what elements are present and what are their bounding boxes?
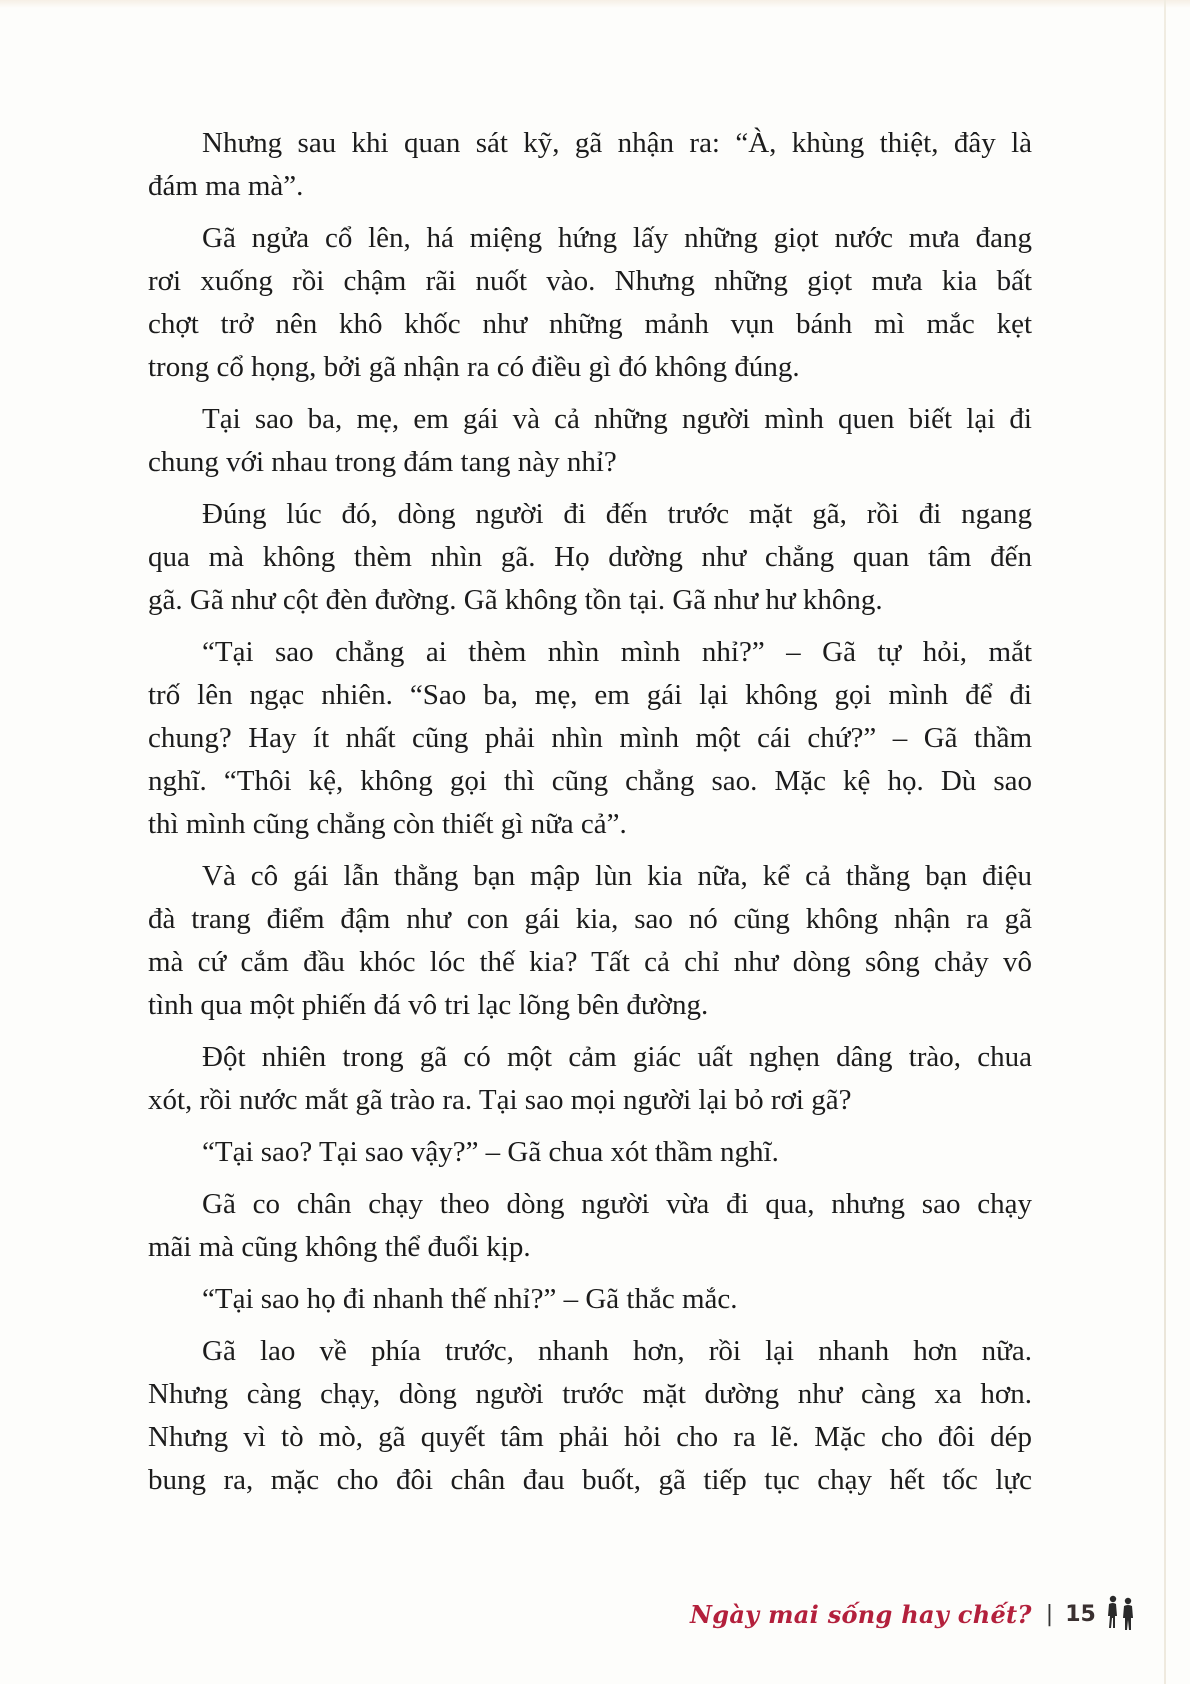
text-line: tình qua một phiến đá vô tri lạc lõng bên đường. <box>148 989 709 1021</box>
text-line: Gã ngửa cổ lên, há miệng hứng lấy những giọt nước mưa đang <box>202 222 1032 254</box>
page-footer <box>690 1594 1096 1634</box>
paragraph <box>148 217 1032 389</box>
paragraph <box>148 631 1032 846</box>
page-top-tint <box>0 0 1190 8</box>
text-line: Gã co chân chạy theo dòng người vừa đi qua, nhưng sao chạy <box>202 1188 1032 1220</box>
page-edge <box>1164 0 1166 1684</box>
text-line: đà trang điểm đậm như con gái kia, sao nó cũng không nhận ra gã <box>148 903 1032 935</box>
paragraph <box>148 1131 1032 1174</box>
text-line: Nhưng sau khi quan sát kỹ, gã nhận ra: “À, khùng thiệt, đây là <box>202 127 1032 159</box>
text-line: chung với nhau trong đám tang này nhỉ? <box>148 446 617 478</box>
paragraph <box>148 1278 1032 1321</box>
text-line: Đột nhiên trong gã có một cảm giác uất nghẹn dâng trào, chua <box>202 1041 1032 1073</box>
paragraph <box>148 398 1032 484</box>
text-line: Đúng lúc đó, dòng người đi đến trước mặt gã, rồi đi ngang <box>202 498 1032 530</box>
text-line: xót, rồi nước mắt gã trào ra. Tại sao mọi người lại bỏ rơi gã? <box>148 1084 852 1116</box>
text-line: rơi xuống rồi chậm rãi nuốt vào. Nhưng những giọt mưa kia bất <box>148 265 1032 297</box>
footer-separator: | <box>1045 1601 1054 1627</box>
paragraph <box>148 855 1032 1027</box>
two-walking-figures-icon <box>1104 1594 1138 1632</box>
paragraph <box>148 122 1032 208</box>
text-line: gã. Gã như cột đèn đường. Gã không tồn tại. Gã như hư không. <box>148 584 883 616</box>
text-line: thì mình cũng chẳng còn thiết gì nữa cả”. <box>148 808 627 840</box>
text-line: mà cứ cắm đầu khóc lóc thế kia? Tất cả chỉ như dòng sông chảy vô <box>148 946 1032 978</box>
text-line: nghĩ. “Thôi kệ, không gọi thì cũng chẳng sao. Mặc kệ họ. Dù sao <box>148 765 1032 797</box>
text-line: Và cô gái lẫn thằng bạn mập lùn kia nữa, kể cả thằng bạn điệu <box>202 860 1032 892</box>
text-line: mãi mà cũng không thể đuổi kịp. <box>148 1231 531 1263</box>
text-line: “Tại sao chẳng ai thèm nhìn mình nhỉ?” – Gã tự hỏi, mắt <box>202 636 1032 668</box>
text-line: chợt trở nên khô khốc như những mảnh vụn bánh mì mắc kẹt <box>148 308 1032 340</box>
paragraph <box>148 493 1032 622</box>
paragraph <box>148 1036 1032 1122</box>
text-line: đám ma mà”. <box>148 170 304 202</box>
text-line: qua mà không thèm nhìn gã. Họ dường như chẳng quan tâm đến <box>148 541 1032 573</box>
text-line: “Tại sao họ đi nhanh thế nhỉ?” – Gã thắc mắc. <box>202 1283 738 1315</box>
body-text <box>148 122 1032 1511</box>
page-number: 15 <box>1065 1601 1096 1627</box>
text-line: trong cổ họng, bởi gã nhận ra có điều gì đó không đúng. <box>148 351 800 383</box>
paragraph <box>148 1330 1032 1502</box>
paragraph <box>148 1183 1032 1269</box>
text-line: Nhưng càng chạy, dòng người trước mặt dường như càng xa hơn. <box>148 1378 1032 1410</box>
text-line: “Tại sao? Tại sao vậy?” – Gã chua xót thầm nghĩ. <box>202 1136 779 1168</box>
text-line: Nhưng vì tò mò, gã quyết tâm phải hỏi cho ra lẽ. Mặc cho đôi dép <box>148 1421 1032 1453</box>
text-line: bung ra, mặc cho đôi chân đau buốt, gã tiếp tục chạy hết tốc lực <box>148 1464 1032 1496</box>
text-line: Gã lao về phía trước, nhanh hơn, rồi lại nhanh hơn nữa. <box>202 1335 1032 1367</box>
running-title: Ngày mai sống hay chết? <box>690 1599 1032 1629</box>
text-line: chung? Hay ít nhất cũng phải nhìn mình một cái chứ?” – Gã thầm <box>148 722 1032 754</box>
text-line: trố lên ngạc nhiên. “Sao ba, mẹ, em gái lại không gọi mình để đi <box>148 679 1032 711</box>
text-line: Tại sao ba, mẹ, em gái và cả những người mình quen biết lại đi <box>202 403 1032 435</box>
